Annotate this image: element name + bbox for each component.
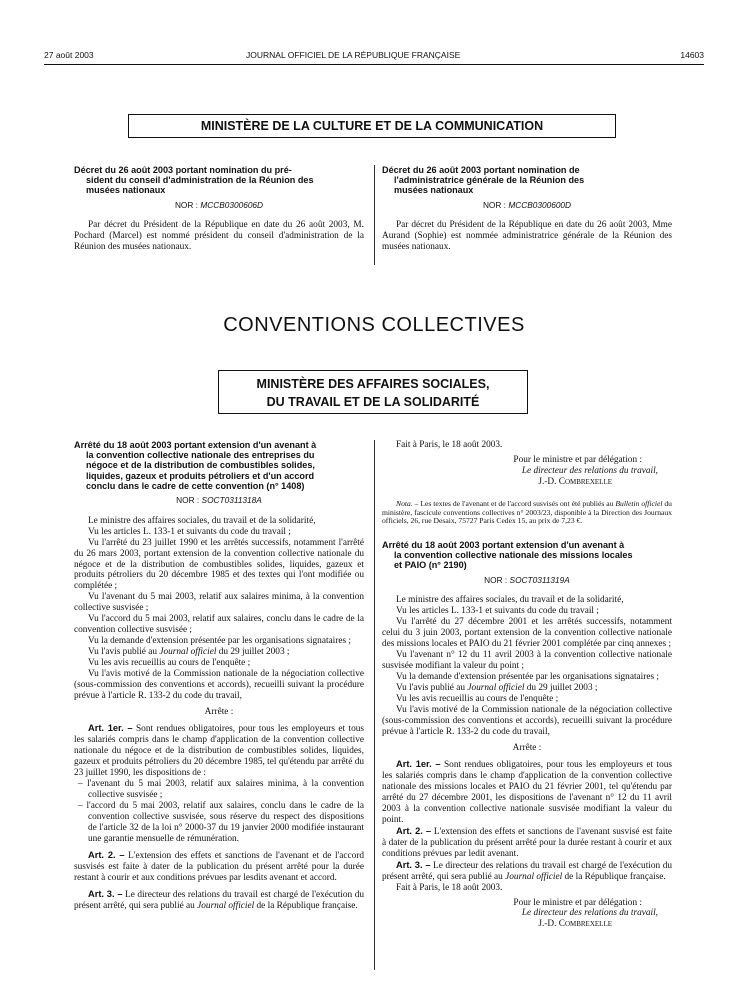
arrete-title-line: et PAIO (n° 2190) xyxy=(394,560,467,571)
arrete-title-line: négoce et de la distribution de combustibles solides, xyxy=(86,460,315,471)
signature-place-date: Fait à Paris, le 18 août 2003. xyxy=(396,882,503,893)
arrete-heading: Arrête : xyxy=(512,742,542,753)
article-text: Sont rendues obligatoires, pour tous les employeurs et tous les salariés compris dans le champ d'application de la convention collective nationale du négoce et de la distribution de combustibles solides, liquides, gazeux et produits pétroliers du 20 décembre 1985, tel qu'étendu par arrêté du 23 juillet 1990, les dispositions de : xyxy=(74,724,364,778)
article-text: Le directeur des relations du travail est chargé de l'exécution du présent arrêté, qui sera publié au xyxy=(74,889,364,911)
paragraph: Vu l'arrêté du 27 décembre 2001 et les arrêtés successifs, notamment celui du 3 juin 2003, portant extension de la convention collective nationale des missions locales et PAIO du 21 février 2001 complétée par cinq annexes ; xyxy=(382,617,672,650)
list-item: – l'avenant du 5 mai 2003, relatif aux salaires minima, à la convention collective susvisée ; xyxy=(78,778,364,800)
paragraph: Vu la demande d'extension présentée par les organisations signataires ; xyxy=(396,672,659,683)
article-label: Art. 2. – xyxy=(88,849,125,860)
decree-right xyxy=(382,165,672,253)
decree-left-body: Par décret du Président de la République en date du 26 août 2003, M. Pochard (Marcel) est nommé président du conseil d'administration de la Réunion des musées nationaux. xyxy=(74,220,364,253)
arrete-heading: Arrête : xyxy=(204,707,234,718)
article-label: Art. 1er. – xyxy=(396,758,441,769)
decree-left-title-line: sident du conseil d'administration de la Réunion des xyxy=(86,175,314,186)
article-3 xyxy=(382,860,672,883)
article-3 xyxy=(74,889,364,912)
decree-left-title xyxy=(74,165,364,196)
paragraph xyxy=(382,683,672,694)
decree-left-title-line: musées nationaux xyxy=(86,185,166,196)
nor-code: SOCT0311318A xyxy=(201,494,262,505)
arrete-title-line: Arrêté du 18 août 2003 portant extension d'un avenant à xyxy=(382,540,625,551)
article-text: Le directeur des relations du travail est chargé de l'exécution du présent arrêté, qui sera publié au xyxy=(382,860,672,882)
article-2 xyxy=(74,850,364,884)
nor-code: MCCB0300600D xyxy=(508,199,572,210)
text-run: – Les textes de l'avenant et de l'accord susvisés ont été publiés au xyxy=(412,498,616,508)
decree-right-body: Par décret du Président de la République en date du 26 août 2003, Mme Aurand (Sophie) est nommée administratrice générale de la Réunion des musées nationaux. xyxy=(382,220,672,253)
arrete-missions-title xyxy=(382,540,672,571)
header-date: 27 août 2003 xyxy=(44,50,94,60)
signature-delegation: Pour le ministre et par délégation : xyxy=(513,897,642,908)
right-column xyxy=(382,440,672,930)
article-2 xyxy=(382,826,672,860)
text-run: du 29 juillet 2003 ; xyxy=(524,683,598,694)
article-label: Art. 3. – xyxy=(88,888,123,899)
paragraph: Le ministre des affaires sociales, du travail et de la solidarité, xyxy=(88,515,316,526)
ministry-culture-title: MINISTÈRE DE LA CULTURE ET DE LA COMMUNICATION xyxy=(200,119,544,133)
signature-name: J.-D. Combrexelle xyxy=(538,919,612,930)
paragraph: Vu l'avis motivé de la Commission nationale de la négociation collective (sous-commission des conventions et accords), recueilli suivant la procédure prévue à l'article R. 133-2 du code du travail, xyxy=(74,669,364,702)
paragraph: Vu les avis recueillis au cours de l'enquête ; xyxy=(396,694,559,705)
text-run: du ministère, fascicule conventions collectives n° 2003/23, disponible à la Direction des Journaux officiels, 26, rue Desaix, 75727 Paris Cedex 15, au prix de 7,23 €. xyxy=(382,498,672,526)
decree-right-title-line: Décret du 26 août 2003 portant nomination de xyxy=(382,165,580,175)
article-text: L'extension des effets et sanctions de l'avenant et de l'accord susvisés est faite à dater de la publication du présent arrêté pour la durée restant à courir et aux conditions prévues par lesdits avenant et accord. xyxy=(74,850,364,883)
article-1 xyxy=(382,759,672,826)
list-item: – l'accord du 5 mai 2003, relatif aux salaires, conclu dans le cadre de la convention collective susvisée, sous réserve du respect des dispositions de l'article 32 de la loi n° 2000-37 du 19 janvier 2000 modifiée instaurant une garantie mensuelle de rémunération. xyxy=(78,800,364,844)
text-run-italic: Journal officiel xyxy=(467,683,525,694)
text-run-italic: Journal officiel xyxy=(505,871,563,882)
header-page-number: 14603 xyxy=(680,50,704,60)
arrete-combustibles-title xyxy=(74,440,364,491)
nor-label: NOR : xyxy=(174,199,198,210)
article-text: Sont rendues obligatoires, pour tous les employeurs et tous les salariés compris dans le champ d'application de la convention collective nationale des missions locales et PAIO du 21 février 2001, tel qu'étendu par arrêté du 27 décembre 2001, les dispositions de l'avenant n° 12 du 11 avril 2003 à la convention collective nationale susvisée modifiant la valeur du point. xyxy=(382,759,672,825)
article-label: Art. 1er. – xyxy=(88,723,133,734)
ministry-culture-box xyxy=(128,114,616,138)
ministry-social-line: MINISTÈRE DES AFFAIRES SOCIALES, xyxy=(256,377,490,391)
nota xyxy=(382,500,672,526)
paragraph: Vu l'avenant n° 12 du 11 avril 2003 à la convention collective nationale susvisée modifiant la valeur du point ; xyxy=(382,650,672,672)
article-text: de la République française. xyxy=(254,900,358,911)
signature-role: Le directeur des relations du travail, xyxy=(521,908,658,919)
ministry-social-line: DU TRAVAIL ET DE LA SOLIDARITÉ xyxy=(266,395,480,409)
text-run: Vu l'avis publié au xyxy=(88,647,160,658)
text-run-italic: Bulletin officiel xyxy=(615,498,663,508)
nota-label: Nota. xyxy=(396,498,413,508)
paragraph: Vu l'arrêté du 23 juillet 1990 et les arrêtés successifs, notamment l'arrêté du 26 mars 2003, portant extension de la convention collective nationale du négoce et de la distribution de combustibles solides, liquides, gazeux et produits pétroliers du 20 décembre 1985 et des textes qui l'ont modifiée ou complétée ; xyxy=(74,537,364,592)
decree-left xyxy=(74,165,364,253)
decree-right-title-line: l'administratrice générale de la Réunion des xyxy=(394,175,585,186)
decree-left-title-line: Décret du 26 août 2003 portant nomination du pré- xyxy=(74,165,292,175)
header-journal-title: JOURNAL OFFICIEL DE LA RÉPUBLIQUE FRANÇAISE xyxy=(246,50,461,60)
paragraph: Vu l'avis motivé de la Commission nationale de la négociation collective (sous-commission des conventions et accords), recueilli suivant la procédure prévue à l'article R. 133-2 du code du travail, xyxy=(382,705,672,737)
paragraph xyxy=(74,647,364,658)
nor-label: NOR : xyxy=(484,574,508,585)
arrete-title-line: Arrêté du 18 août 2003 portant extension d'un avenant à xyxy=(74,440,317,450)
text-run: Vu l'avis publié au xyxy=(396,683,468,694)
paragraph: Vu l'avenant du 5 mai 2003, relatif aux salaires minima, à la convention collective susvisée ; xyxy=(74,592,364,614)
section-title: CONVENTIONS COLLECTIVES xyxy=(223,314,525,336)
paragraph: Vu la demande d'extension présentée par les organisations signataires ; xyxy=(88,636,351,647)
article-text: de la République française. xyxy=(562,871,666,882)
text-run: du 29 juillet 2003 ; xyxy=(216,647,290,658)
decree-right-title-line: musées nationaux xyxy=(394,185,474,196)
signature-role: Le directeur des relations du travail, xyxy=(521,465,658,476)
text-run-italic: Journal officiel xyxy=(159,647,217,658)
article-text: L'extension des effets et sanctions de l'avenant susvisé est faite à dater de la publication du présent arrêté pour la durée restant à courir et aux conditions prévues par ledit avenant. xyxy=(382,826,672,859)
article-label: Art. 2. – xyxy=(396,825,432,836)
decree-left-nor xyxy=(74,201,364,211)
article-label: Art. 3. – xyxy=(396,859,431,870)
arrete-combustibles xyxy=(74,440,364,912)
signature-name: J.-D. Combrexelle xyxy=(538,476,612,487)
signature-delegation: Pour le ministre et par délégation : xyxy=(513,454,642,465)
decree-right-title xyxy=(382,165,672,196)
article-1 xyxy=(74,723,364,779)
arrete-combustibles-nor xyxy=(74,496,364,506)
paragraph: Le ministre des affaires sociales, du travail et de la solidarité, xyxy=(396,595,624,606)
paragraph: Vu les articles L. 133-1 et suivants du code du travail ; xyxy=(88,526,291,537)
nor-code: MCCB0300606D xyxy=(200,199,264,210)
arrete-title-line: la convention collective nationale des entreprises du xyxy=(86,450,315,461)
column-divider xyxy=(374,165,375,265)
text-run-italic: Journal officiel xyxy=(197,900,255,911)
arrete-missions-nor xyxy=(382,576,672,586)
paragraph: Vu l'accord du 5 mai 2003, relatif aux salaires, conclu dans le cadre de la convention collective susvisée ; xyxy=(74,614,364,636)
decree-right-nor xyxy=(382,201,672,211)
ministry-social-box xyxy=(218,370,528,414)
arrete-title-line: conclu dans le cadre de cette convention (n° 1408) xyxy=(86,480,305,491)
header-rule xyxy=(44,64,704,65)
signature-place-date: Fait à Paris, le 18 août 2003. xyxy=(396,440,503,450)
nor-code: SOCT0311319A xyxy=(509,574,570,585)
nor-label: NOR : xyxy=(176,494,200,505)
column-divider xyxy=(374,440,375,970)
page-header xyxy=(44,50,704,64)
arrete-title-line: la convention collective nationale des missions locales xyxy=(394,550,633,561)
paragraph: Vu les articles L. 133-1 et suivants du code du travail ; xyxy=(396,606,599,617)
paragraph: Vu les avis recueillis au cours de l'enquête ; xyxy=(88,658,251,669)
nor-label: NOR : xyxy=(482,199,506,210)
arrete-title-line: liquides, gazeux et produits pétroliers et d'un accord xyxy=(86,470,315,481)
